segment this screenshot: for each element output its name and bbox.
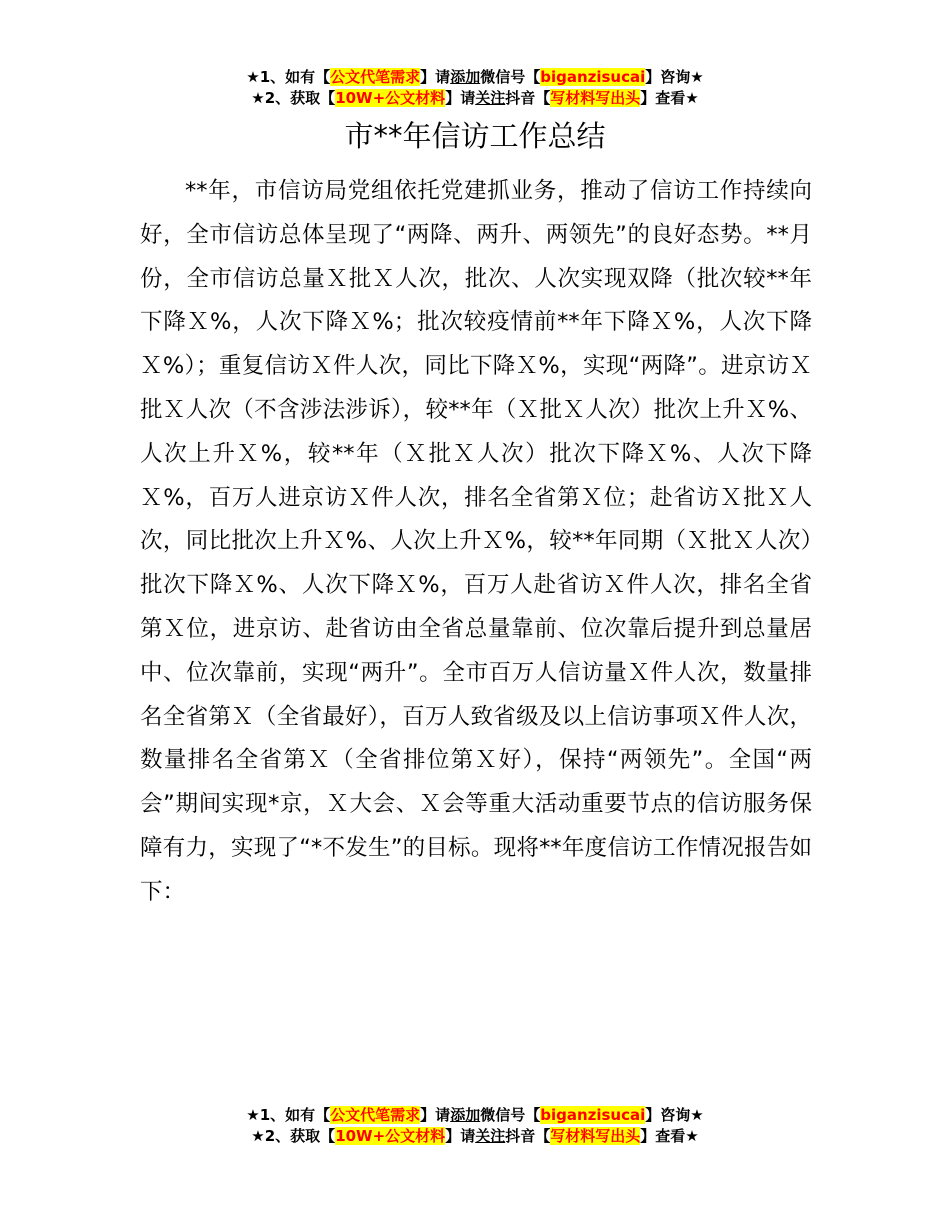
banner-line-1-underlined: 添加: [450, 68, 481, 86]
banner-line-1-middle-2: 微信号【: [480, 68, 541, 86]
footer-line-2-middle-2: 抖音【: [505, 1127, 551, 1145]
footer-line-1-highlight-wechat-id: biganzisucai: [540, 1106, 646, 1124]
banner-line-2-underlined: 关注: [475, 89, 506, 107]
footer-line-2-underlined: 关注: [475, 1127, 506, 1145]
footer-line-2-highlight-materials: 10W+公文材料: [335, 1127, 446, 1145]
footer-line-1-prefix: ★1、如有【: [246, 1106, 331, 1124]
banner-line-2-prefix: ★2、获取【: [251, 89, 336, 107]
header-banner: [0, 67, 950, 109]
banner-line-2-highlight-account: 写材料写出头: [550, 89, 641, 107]
footer-line-1-highlight-service: 公文代笔需求: [330, 1106, 421, 1124]
footer-line-1-underlined: 添加: [450, 1106, 481, 1124]
banner-line-1-highlight-wechat-id: biganzisucai: [540, 68, 646, 86]
footer-banner-line-1: [0, 1105, 950, 1126]
footer-line-1-suffix: 】咨询★: [645, 1106, 704, 1124]
footer-line-1-middle: 】请: [420, 1106, 451, 1124]
footer-line-2-highlight-account: 写材料写出头: [550, 1127, 641, 1145]
document-title: 市**年信访工作总结: [344, 119, 606, 153]
banner-line-1: [0, 67, 950, 88]
footer-line-1-middle-2: 微信号【: [480, 1106, 541, 1124]
banner-line-1-middle: 】请: [420, 68, 451, 86]
footer-banner-line-2: [0, 1126, 950, 1147]
banner-line-2-suffix: 】查看★: [640, 89, 699, 107]
banner-line-1-suffix: 】咨询★: [645, 68, 704, 86]
footer-line-2-suffix: 】查看★: [640, 1127, 699, 1145]
footer-line-2-middle: 】请: [445, 1127, 476, 1145]
footer-banner: [0, 1105, 950, 1147]
banner-line-2: [0, 88, 950, 109]
body-paragraph: **年，市信访局党组依托党建抓业务，推动了信访工作持续向好，全市信访总体呈现了“两降、两升、两领先”的良好态势。**月份，全市信访总量Ｘ批Ｘ人次，批次、人次实现双降（批次较**年下降Ｘ%，人次下降Ｘ%；批次较疫情前**年下降Ｘ%，人次下降Ｘ%）；重复信访Ｘ件人次，同比下降Ｘ%，实现“两降”。进京访Ｘ批Ｘ人次（不含涉法涉诉），较**年（Ｘ批Ｘ人次）批次上升Ｘ%、人次上升Ｘ%，较**年（Ｘ批Ｘ人次）批次下降Ｘ%、人次下降Ｘ%，百万人进京访Ｘ件人次，排名全省第Ｘ位；赴省访Ｘ批Ｘ人次，同比批次上升Ｘ%、人次上升Ｘ%，较**年同期（Ｘ批Ｘ人次）批次下降Ｘ%、人次下降Ｘ%，百万人赴省访Ｘ件人次，排名全省第Ｘ位，进京访、赴省访由全省总量靠前、位次靠后提升到总量居中、位次靠前，实现“两升”。全市百万人信访量Ｘ件人次，数量排名全省第Ｘ（全省最好），百万人致省级及以上信访事项Ｘ件人次，数量排名全省第Ｘ（全省排位第Ｘ好），保持“两领先”。全国“两会”期间实现*京，Ｘ大会、Ｘ会等重大活动重要节点的信访服务保障有力，实现了“*不发生”的目标。现将**年度信访工作情况报告如下：: [140, 178, 812, 905]
banner-line-2-middle: 】请: [445, 89, 476, 107]
banner-line-2-middle-2: 抖音【: [505, 89, 551, 107]
footer-line-2-prefix: ★2、获取【: [251, 1127, 336, 1145]
banner-line-2-highlight-materials: 10W+公文材料: [335, 89, 446, 107]
banner-line-1-highlight-service: 公文代笔需求: [330, 68, 421, 86]
banner-line-1-prefix: ★1、如有【: [246, 68, 331, 86]
